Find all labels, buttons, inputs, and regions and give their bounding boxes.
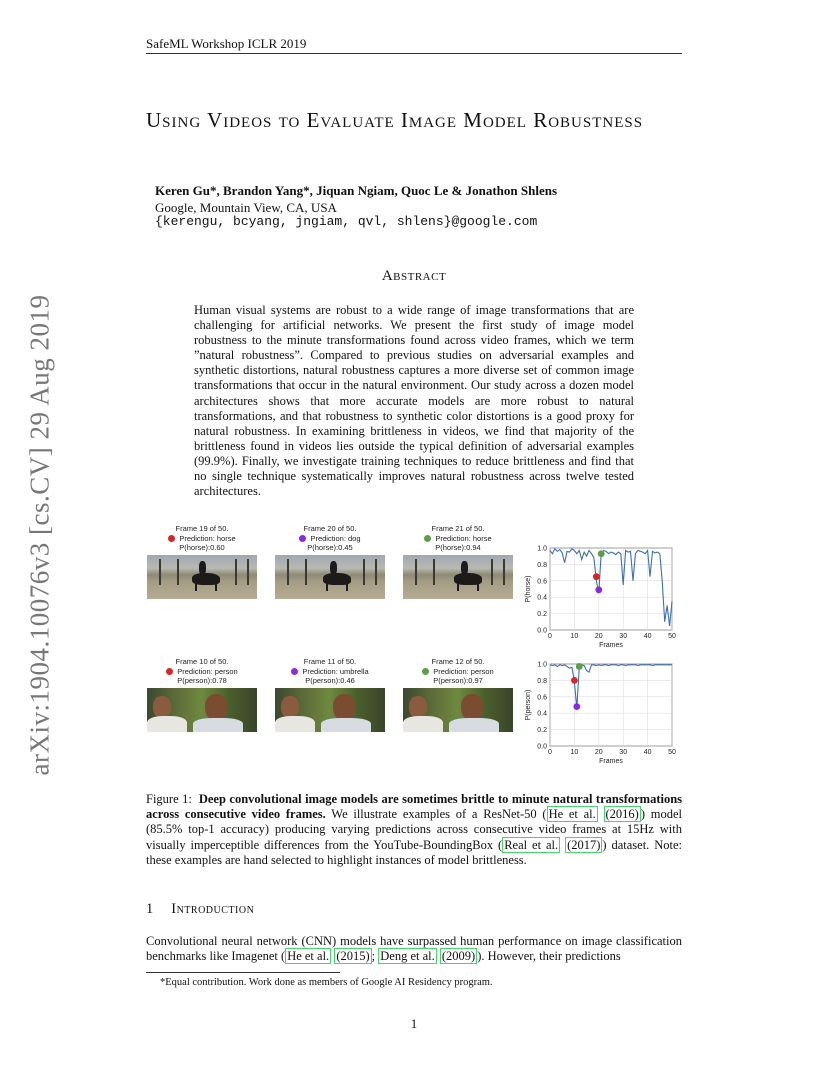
prediction-label: Prediction: person <box>177 666 238 676</box>
frame-panel <box>275 657 385 732</box>
y-tick-label: 0.8 <box>537 677 547 685</box>
prediction-label: Prediction: umbrella <box>302 666 369 676</box>
x-tick-label: 10 <box>570 633 579 640</box>
citation-link[interactable]: He et al. <box>287 949 330 964</box>
y-tick-label: 1.0 <box>537 545 547 553</box>
highlight-point <box>593 573 600 580</box>
x-tick-label: 10 <box>570 749 579 756</box>
plot-frame <box>550 664 672 746</box>
person-probability-chart <box>520 656 680 766</box>
prediction-label: Prediction: horse <box>435 533 492 543</box>
video-frame-image <box>403 688 513 732</box>
citation-year-link[interactable]: (2016) <box>605 807 639 822</box>
y-tick-label: 0.2 <box>537 611 547 619</box>
citation-year-link[interactable]: (2015) <box>336 949 370 964</box>
highlight-point <box>576 663 583 670</box>
x-tick-label: 50 <box>668 633 676 640</box>
video-frame-image <box>275 555 385 599</box>
plot-frame <box>550 548 672 630</box>
video-frame-image <box>147 688 257 732</box>
y-tick-label: 0.4 <box>537 594 547 602</box>
x-tick-label: 40 <box>643 633 652 640</box>
x-tick-label: 20 <box>594 749 603 756</box>
emails: {kerengu, bcyang, jngiam, qvl, shlens}@google.com <box>155 214 538 229</box>
authors: Keren Gu*, Brandon Yang*, Jiquan Ngiam, Quoc Le & Jonathon Shlens <box>155 183 557 198</box>
x-tick-label: 50 <box>668 749 676 756</box>
caption-text: ) model (85.5% top-1 accuracy) producing varying predictions across consecutive video frames at 15Hz with visually imperceptible differences from the YouTube-BoundingBox ( <box>146 807 682 852</box>
series-line <box>550 549 672 626</box>
citation-link[interactable]: Deng et al. <box>380 949 435 964</box>
prediction-dot <box>422 668 429 675</box>
footnote-rule <box>146 972 340 973</box>
y-tick-label: 0.6 <box>537 578 547 586</box>
x-tick-label: 40 <box>643 749 652 756</box>
intro-text: ; <box>371 949 379 964</box>
section-heading <box>146 901 254 918</box>
arxiv-id: arXiv:1904.10076v3 [cs.CV] 29 Aug 2019 <box>24 294 55 776</box>
section-title: Introduction <box>171 901 255 917</box>
citation-year-link[interactable]: (2017) <box>567 837 601 852</box>
highlight-point <box>573 703 580 710</box>
frame-label: Frame 19 of 50. <box>175 524 229 533</box>
frame-label: Frame 21 of 50. <box>431 524 485 533</box>
arxiv-sidebar <box>20 294 60 776</box>
y-tick-label: 0.4 <box>537 710 547 718</box>
prediction-label: Prediction: horse <box>179 533 236 543</box>
frame-panel <box>147 657 257 732</box>
highlight-point <box>595 586 602 593</box>
probability-label: P(person):0.78 <box>177 676 227 685</box>
caption-text: ) dataset. Note: these examples are hand selected to highlight instances of model brittleness. <box>146 837 682 867</box>
y-tick-label: 0.0 <box>537 627 547 635</box>
video-frame-image <box>147 555 257 599</box>
frame-panel <box>147 524 257 599</box>
x-tick-label: 20 <box>594 633 603 640</box>
video-frame-image <box>403 555 513 599</box>
x-tick-label: 30 <box>619 633 628 640</box>
frame-panel <box>403 524 513 599</box>
footnote: *Equal contribution. Work done as members of Google AI Residency program. <box>160 977 493 988</box>
highlight-point <box>571 677 578 684</box>
abstract-heading: Abstract <box>381 268 447 284</box>
y-tick-label: 0.6 <box>537 694 547 702</box>
citation-year-link[interactable]: (2009) <box>441 949 476 964</box>
caption-text: We illustrate examples of a ResNet-50 ( <box>325 807 547 822</box>
series-line <box>550 665 672 709</box>
x-tick-label: 0 <box>548 749 552 756</box>
page-number: 1 <box>410 1016 418 1031</box>
figure-label: Figure 1: <box>146 792 192 806</box>
figure-caption <box>146 792 682 868</box>
prediction-label: Prediction: person <box>433 666 494 676</box>
probability-label: P(horse):0.45 <box>307 543 353 552</box>
horse-probability-chart <box>520 540 680 650</box>
y-tick-label: 0.0 <box>537 743 547 751</box>
x-tick-label: 0 <box>548 633 552 640</box>
frame-panel <box>275 524 385 599</box>
prediction-dot <box>291 668 298 675</box>
frame-label: Frame 20 of 50. <box>303 524 357 533</box>
running-header: SafeML Workshop ICLR 2019 <box>146 36 307 51</box>
video-frame-image <box>275 688 385 732</box>
abstract-body: Human visual systems are robust to a wide range of image transformations that are challenging for artificial networks. We present the first study of image model robustness to the minute transformations found across video frames, which we term ”natural robustness”. Compared to previous studies on adversarial examples and synthetic distortions, natural robustness captures a more diverse set of common image transformations that occur in the natural environment. Our study across a dozen model architectures shows that more accurate models are more robust to natural transformations, and that robustness to synthetic color distortions is a good proxy for natural robustness. In examining brittleness in videos, we find that majority of the brittleness found in videos lies outside the typical definition of adversarial examples (99.9%). Finally, we investigate training techniques to reduce brittleness and find that no single technique systematically improves natural robustness across twelve tested architectures. <box>194 303 634 499</box>
citation-link[interactable]: He et al. <box>548 807 596 822</box>
probability-label: P(horse):0.60 <box>179 543 225 552</box>
x-tick-label: 30 <box>619 749 628 756</box>
prediction-dot <box>299 535 306 542</box>
intro-text: ). However, their predictions <box>477 949 621 964</box>
section-number: 1 <box>146 901 154 917</box>
y-tick-label: 0.2 <box>537 727 547 735</box>
highlight-point <box>598 550 605 557</box>
prediction-dot <box>168 535 175 542</box>
header-rule <box>146 53 682 54</box>
y-axis-label: P(horse) <box>525 575 532 603</box>
x-axis-label: Frames <box>599 758 623 765</box>
prediction-label: Prediction: dog <box>310 533 361 543</box>
intro-text: Convolutional neural network (CNN) models have surpassed human performance on image classification benchmarks like Imagenet ( <box>146 934 682 964</box>
paper-title: Using Videos to Evaluate Image Model Robustness <box>146 108 644 132</box>
prediction-dot <box>166 668 173 675</box>
caption-bold: Deep convolutional image models are sometimes brittle to minute natural transformations across consecutive video frames. <box>146 792 683 822</box>
citation-link[interactable]: Real et al. <box>504 837 559 852</box>
y-tick-label: 1.0 <box>537 661 547 669</box>
affiliation: Google, Mountain View, CA, USA <box>155 200 337 215</box>
y-axis-label: P(person) <box>525 689 532 721</box>
frame-label: Frame 12 of 50. <box>431 657 485 666</box>
frame-label: Frame 10 of 50. <box>175 657 229 666</box>
prediction-dot <box>424 535 431 542</box>
probability-label: P(person):0.97 <box>433 676 483 685</box>
intro-paragraph <box>146 934 682 964</box>
frame-label: Frame 11 of 50. <box>303 657 357 666</box>
probability-label: P(person):0.46 <box>305 676 355 685</box>
y-tick-label: 0.8 <box>537 561 547 569</box>
probability-label: P(horse):0.94 <box>435 543 481 552</box>
frame-panel <box>403 657 513 732</box>
x-axis-label: Frames <box>599 642 623 649</box>
